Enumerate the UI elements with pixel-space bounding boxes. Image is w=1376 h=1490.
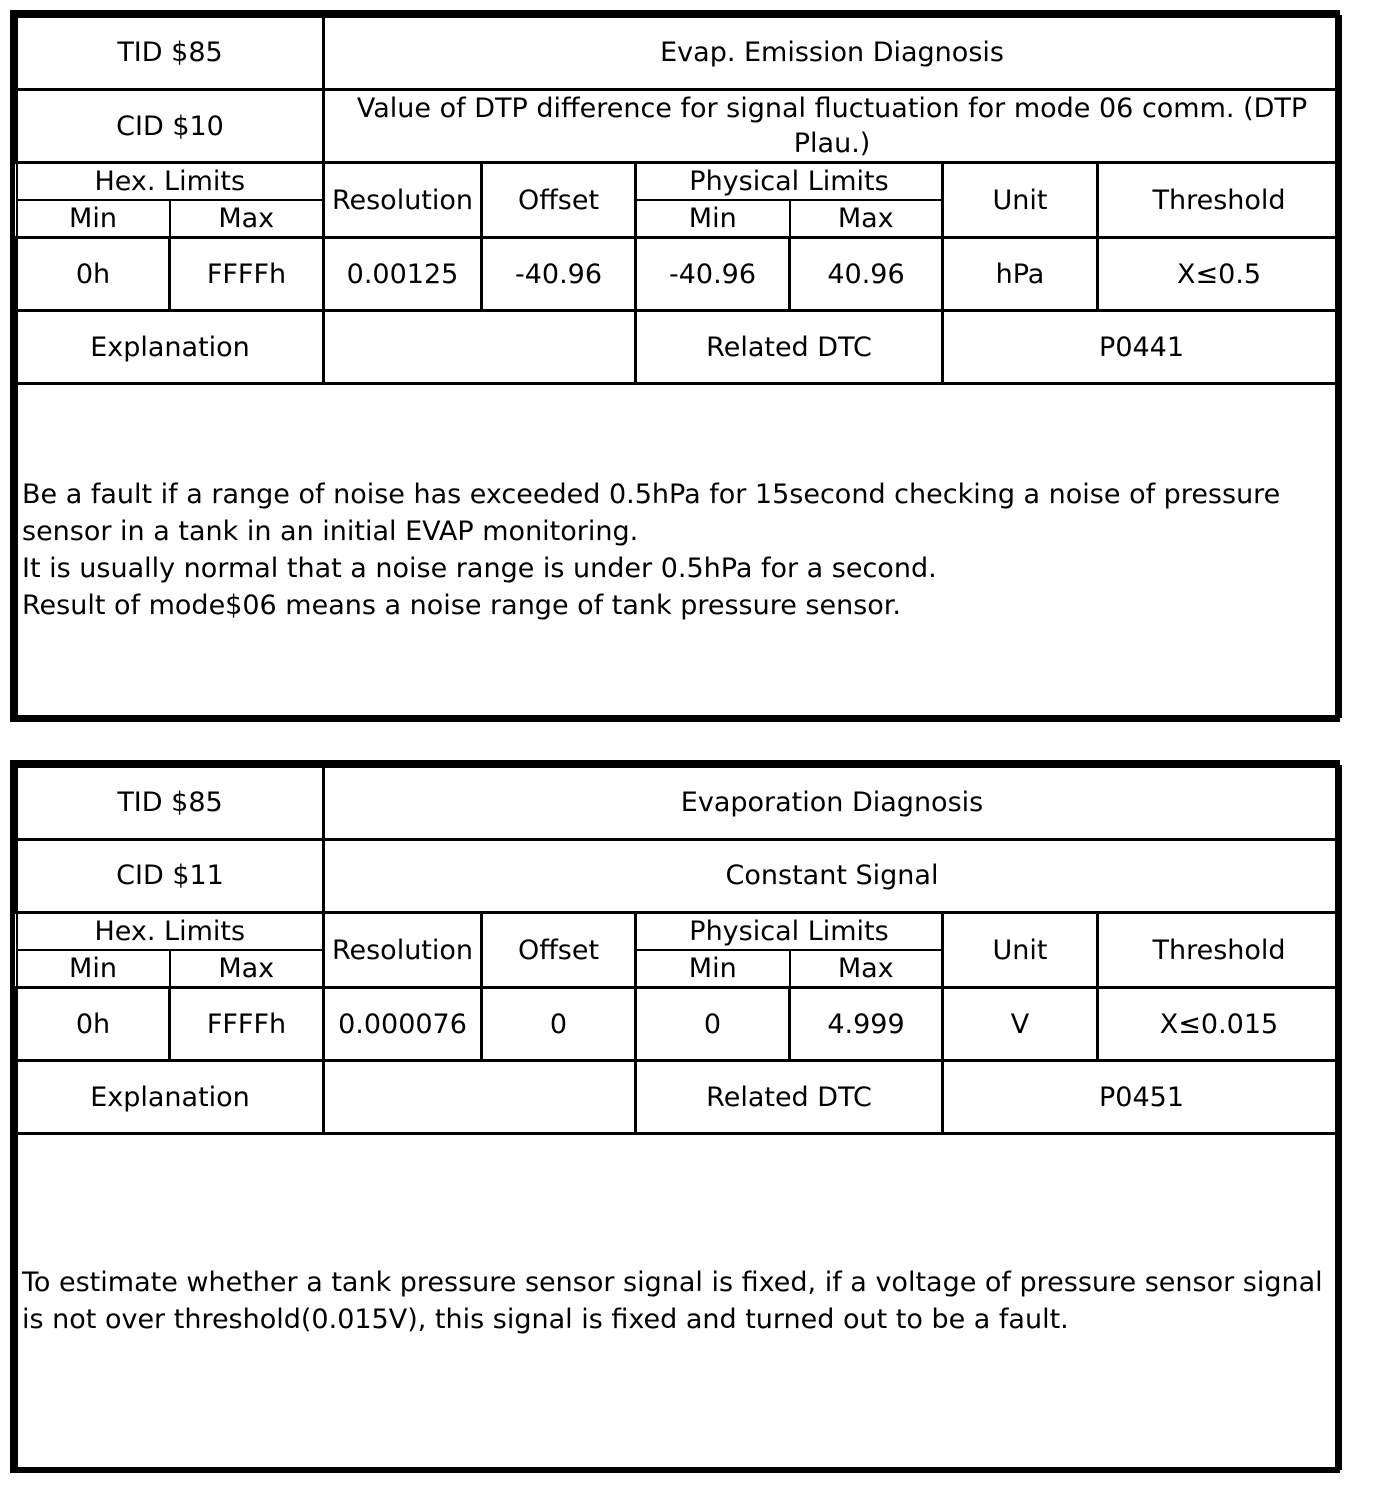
explanation-line: Be a fault if a range of noise has exceeded 0.5hPa for 15second checking a noise of pressure sensor in a tank in an initial EVAP monitoring. [22, 479, 1281, 548]
phys-min-value: 0 [636, 988, 790, 1061]
related-dtc-label: Related DTC [636, 1061, 943, 1134]
threshold-value: X≤0.015 [1098, 988, 1341, 1061]
explanation-text [17, 384, 1341, 717]
explanation-label: Explanation [17, 311, 324, 384]
explanation-line: To estimate whether a tank pressure sensor signal is fixed, if a voltage of pressure sensor signal is not over threshold(0.015V), this signal is fixed and turned out to be a fault. [22, 1267, 1323, 1336]
cid-description: Constant Signal [324, 840, 1341, 913]
phys-max-header: Max [790, 200, 943, 238]
explanation-blank [324, 1061, 636, 1134]
related-dtc-label: Related DTC [636, 311, 943, 384]
test-title: Evaporation Diagnosis [324, 767, 1341, 840]
phys-max-value: 4.999 [790, 988, 943, 1061]
explanation-blank [324, 311, 636, 384]
related-dtc-value: P0441 [943, 311, 1341, 384]
unit-value: V [943, 988, 1098, 1061]
hex-limits-header: Hex. Limits [17, 163, 324, 201]
tid-label: TID $85 [17, 17, 324, 90]
resolution-value: 0.00125 [324, 238, 482, 311]
hex-max-header: Max [170, 200, 324, 238]
hex-min-header: Min [17, 200, 170, 238]
phys-min-header: Min [636, 950, 790, 988]
phys-max-value: 40.96 [790, 238, 943, 311]
hex-min-header: Min [17, 950, 170, 988]
phys-min-header: Min [636, 200, 790, 238]
diagnosis-table-2 [10, 760, 1340, 1473]
phys-min-value: -40.96 [636, 238, 790, 311]
hex-max-value: FFFFh [170, 988, 324, 1061]
explanation-text [17, 1134, 1341, 1469]
related-dtc-value: P0451 [943, 1061, 1341, 1134]
offset-header: Offset [482, 913, 636, 988]
hex-max-value: FFFFh [170, 238, 324, 311]
resolution-header: Resolution [324, 913, 482, 988]
resolution-header: Resolution [324, 163, 482, 238]
threshold-value: X≤0.5 [1098, 238, 1341, 311]
diagnosis-table-1 [10, 10, 1340, 722]
test-title: Evap. Emission Diagnosis [324, 17, 1341, 90]
phys-max-header: Max [790, 950, 943, 988]
physical-limits-header: Physical Limits [636, 913, 943, 951]
unit-header: Unit [943, 913, 1098, 988]
threshold-header: Threshold [1098, 163, 1341, 238]
cid-label: CID $11 [17, 840, 324, 913]
physical-limits-header: Physical Limits [636, 163, 943, 201]
hex-limits-header: Hex. Limits [17, 913, 324, 951]
hex-min-value: 0h [17, 988, 170, 1061]
cid-label: CID $10 [17, 90, 324, 163]
threshold-header: Threshold [1098, 913, 1341, 988]
unit-header: Unit [943, 163, 1098, 238]
cid-description: Value of DTP difference for signal fluctuation for mode 06 comm. (DTP Plau.) [324, 90, 1341, 163]
hex-max-header: Max [170, 950, 324, 988]
explanation-line: It is usually normal that a noise range is under 0.5hPa for a second. [22, 553, 937, 585]
offset-value: 0 [482, 988, 636, 1061]
explanation-line: Result of mode$06 means a noise range of tank pressure sensor. [22, 590, 901, 622]
offset-value: -40.96 [482, 238, 636, 311]
resolution-value: 0.000076 [324, 988, 482, 1061]
explanation-label: Explanation [17, 1061, 324, 1134]
hex-min-value: 0h [17, 238, 170, 311]
unit-value: hPa [943, 238, 1098, 311]
offset-header: Offset [482, 163, 636, 238]
tid-label: TID $85 [17, 767, 324, 840]
